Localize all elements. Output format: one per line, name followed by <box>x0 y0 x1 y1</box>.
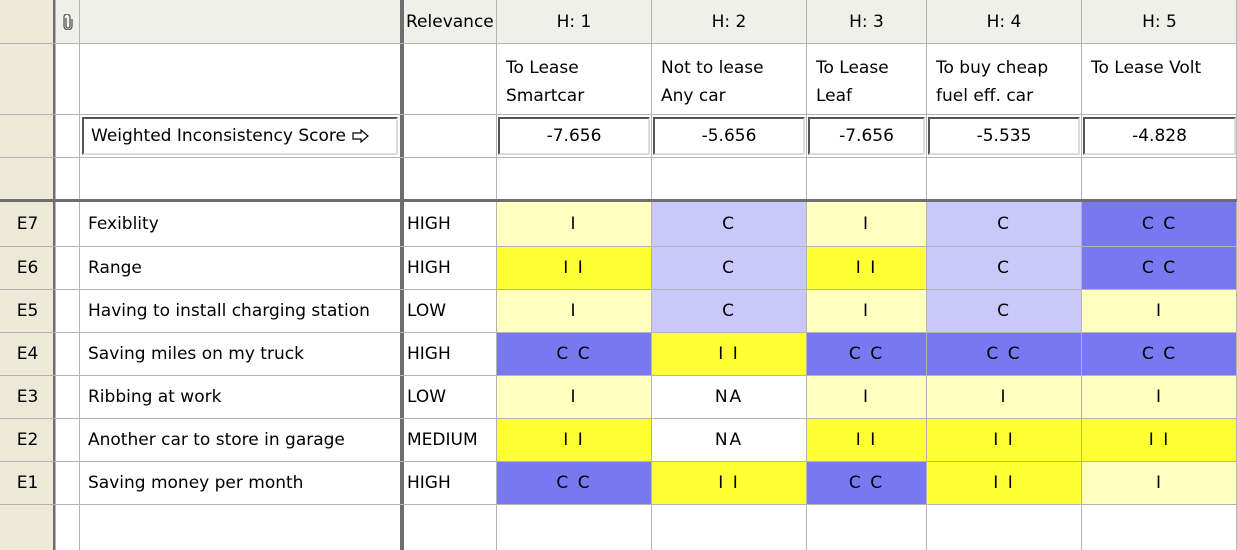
row-header-e1[interactable]: E1 <box>0 462 55 504</box>
attachment-cell[interactable] <box>56 333 79 375</box>
rating-cell-h1[interactable]: I I <box>497 247 651 289</box>
grid-line <box>0 157 1237 158</box>
hypothesis-description-line1: To Lease <box>506 58 579 78</box>
score-cell-h1 <box>498 117 650 155</box>
row-header-e6[interactable]: E6 <box>0 247 55 289</box>
rating-cell-h5[interactable]: C C <box>1082 333 1237 375</box>
rating-cell-h5[interactable]: C C <box>1082 202 1237 246</box>
grid-line <box>0 114 1237 115</box>
attachment-cell[interactable] <box>56 462 79 504</box>
rating-cell-h1[interactable]: I <box>497 290 651 332</box>
rating-cell-h5[interactable]: I <box>1082 290 1237 332</box>
hypothesis-header-1[interactable] <box>497 0 651 43</box>
attachment-cell[interactable] <box>56 290 79 332</box>
evidence-name[interactable]: Range <box>88 258 142 278</box>
attachment-cell[interactable] <box>56 202 79 246</box>
hypothesis-description-line1: To Lease Volt <box>1091 58 1202 78</box>
grid-divider <box>53 0 55 550</box>
hypothesis-description-1 <box>497 44 651 114</box>
row-header-e2[interactable]: E2 <box>0 419 55 461</box>
grid-line <box>55 0 56 550</box>
rating-cell-h2[interactable]: I I <box>652 462 806 504</box>
rating-cell-h4[interactable]: C <box>927 202 1081 246</box>
rating-cell-h4[interactable]: C <box>927 247 1081 289</box>
rating-cell-h4[interactable]: C C <box>927 333 1081 375</box>
hypothesis-description-line2: Any car <box>661 86 726 106</box>
rating-cell-h1[interactable]: I I <box>497 419 651 461</box>
arrow-right-icon <box>352 129 370 143</box>
rating-cell-h4[interactable]: I I <box>927 419 1081 461</box>
row-header-e4[interactable]: E4 <box>0 333 55 375</box>
relevance-value[interactable]: HIGH <box>407 214 451 234</box>
relevance-value[interactable]: HIGH <box>407 473 451 493</box>
grid-line <box>806 0 807 550</box>
hypothesis-header-3[interactable] <box>807 0 926 43</box>
rating-cell-h3[interactable]: C C <box>807 462 926 504</box>
rating-cell-h4[interactable]: I <box>927 376 1081 418</box>
row-header-e7[interactable]: E7 <box>0 202 55 246</box>
grid-line <box>0 461 1237 462</box>
evidence-name[interactable]: Saving miles on my truck <box>88 344 304 364</box>
grid-line <box>0 332 1237 333</box>
hypothesis-header-4[interactable] <box>927 0 1081 43</box>
rating-cell-h3[interactable]: I I <box>807 419 926 461</box>
rating-cell-h3[interactable]: I I <box>807 247 926 289</box>
hypothesis-description-line2: Smartcar <box>506 86 585 106</box>
rating-cell-h1[interactable]: I <box>497 376 651 418</box>
paperclip-icon <box>63 14 73 30</box>
hypothesis-id: H: 2 <box>711 11 747 32</box>
relevance-value[interactable]: LOW <box>407 387 447 407</box>
grid-line <box>0 246 1237 247</box>
score-cell-h2 <box>653 117 805 155</box>
hypothesis-id: H: 5 <box>1142 11 1177 32</box>
rating-cell-h1[interactable]: I <box>497 202 651 246</box>
relevance-value[interactable]: HIGH <box>407 258 451 278</box>
evidence-name[interactable]: Fexiblity <box>88 214 159 234</box>
grid-line <box>651 0 652 550</box>
rating-cell-h4[interactable]: I I <box>927 462 1081 504</box>
attachment-cell[interactable] <box>56 376 79 418</box>
evidence-name[interactable]: Having to install charging station <box>88 301 370 321</box>
score-value: -7.656 <box>839 126 894 146</box>
grid-divider <box>0 199 1237 202</box>
score-cell-h4 <box>928 117 1080 155</box>
hypothesis-id: H: 1 <box>556 11 592 32</box>
relevance-value[interactable]: LOW <box>407 301 447 321</box>
grid-line <box>1081 0 1082 550</box>
rating-cell-h2[interactable]: C <box>652 247 806 289</box>
evidence-name[interactable]: Saving money per month <box>88 473 304 493</box>
grid-line <box>496 0 497 550</box>
hypothesis-description-3 <box>807 44 926 114</box>
row-header-e3[interactable]: E3 <box>0 376 55 418</box>
rating-cell-h3[interactable]: I <box>807 202 926 246</box>
score-value: -7.656 <box>546 126 602 146</box>
grid-line <box>0 289 1237 290</box>
rating-cell-h3[interactable]: C C <box>807 333 926 375</box>
relevance-header-label: Relevance <box>406 11 494 32</box>
score-value: -5.656 <box>701 126 757 146</box>
evidence-name[interactable]: Ribbing at work <box>88 387 222 407</box>
relevance-column-header[interactable] <box>404 0 496 43</box>
rating-cell-h2[interactable]: C <box>652 290 806 332</box>
hypothesis-id: H: 4 <box>986 11 1022 32</box>
rating-cell-h5[interactable]: I I <box>1082 419 1237 461</box>
attachment-cell[interactable] <box>56 419 79 461</box>
evidence-column-header[interactable] <box>80 0 400 43</box>
evidence-name[interactable]: Another car to store in garage <box>88 430 345 450</box>
rating-cell-h4[interactable]: C <box>927 290 1081 332</box>
hypothesis-description-line1: To Lease <box>816 58 889 78</box>
grid-line <box>0 43 1237 44</box>
hypothesis-description-line2: Leaf <box>816 86 853 106</box>
rating-cell-h5[interactable]: I <box>1082 376 1237 418</box>
grid-divider <box>400 0 404 550</box>
row-header-e5[interactable]: E5 <box>0 290 55 332</box>
rating-cell-h2[interactable]: I I <box>652 333 806 375</box>
rating-cell-h2[interactable]: C <box>652 202 806 246</box>
rating-cell-h5[interactable]: I <box>1082 462 1237 504</box>
hypothesis-description-line1: To buy cheap <box>936 58 1049 78</box>
hypothesis-id: H: 3 <box>849 11 884 32</box>
rating-cell-h3[interactable]: I <box>807 290 926 332</box>
rating-cell-h5[interactable]: C C <box>1082 247 1237 289</box>
attachment-cell[interactable] <box>56 247 79 289</box>
relevance-value[interactable]: MEDIUM <box>407 430 478 450</box>
hypothesis-header-2[interactable] <box>652 0 806 43</box>
score-value: -4.828 <box>1132 126 1187 146</box>
weighted-inconsistency-score-button[interactable] <box>82 117 398 155</box>
grid-line <box>79 0 80 550</box>
hypothesis-description-2 <box>652 44 806 114</box>
score-label: Weighted Inconsistency Score <box>91 126 346 146</box>
rating-cell-h3[interactable]: I <box>807 376 926 418</box>
attach-column-header[interactable] <box>56 0 79 43</box>
hypothesis-description-line1: Not to lease <box>661 58 764 78</box>
rating-cell-h1[interactable]: C C <box>497 333 651 375</box>
grid-line <box>0 504 1237 505</box>
hypothesis-description-5 <box>1082 44 1237 114</box>
score-value: -5.535 <box>976 126 1032 146</box>
hypothesis-description-4 <box>927 44 1081 114</box>
rating-cell-h2[interactable]: NA <box>652 419 806 461</box>
score-cell-h3 <box>808 117 925 155</box>
rating-cell-h2[interactable]: NA <box>652 376 806 418</box>
grid-line <box>0 418 1237 419</box>
grid-line <box>0 375 1237 376</box>
hypothesis-description-line2: fuel eff. car <box>936 86 1034 106</box>
rating-cell-h1[interactable]: C C <box>497 462 651 504</box>
hypothesis-header-5[interactable] <box>1082 0 1237 43</box>
score-cell-h5 <box>1083 117 1236 155</box>
relevance-value[interactable]: HIGH <box>407 344 451 364</box>
grid-line <box>926 0 927 550</box>
